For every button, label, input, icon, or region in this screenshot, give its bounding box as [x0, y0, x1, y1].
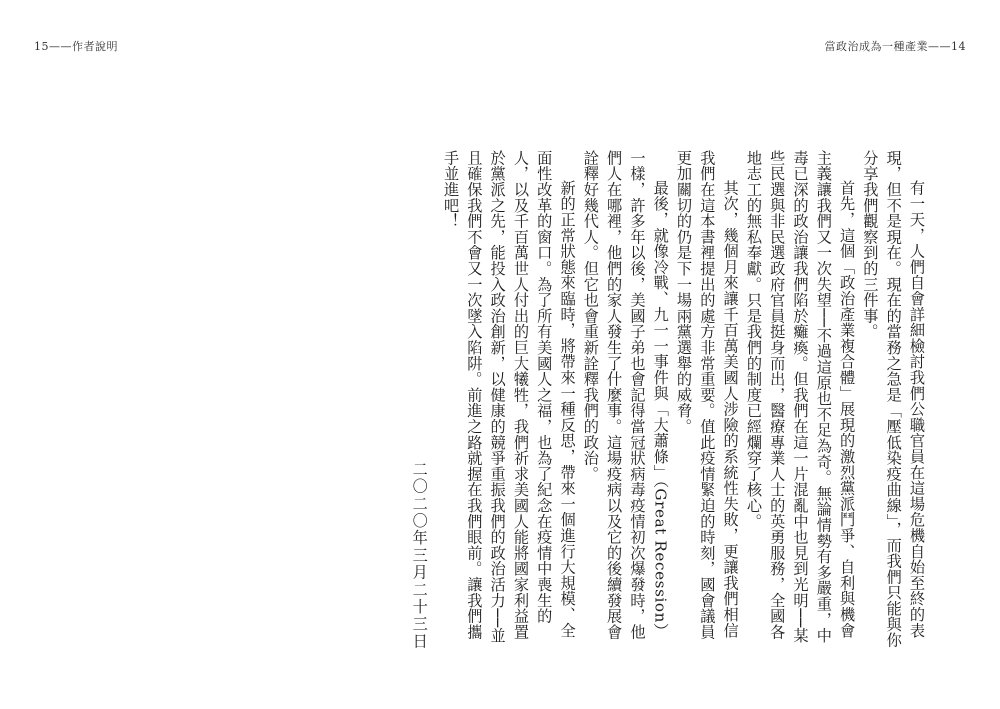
date-text: 二〇二〇年三月二十三日: [410, 460, 429, 650]
paragraph-3: 其次，幾個月來讓千百萬美國人涉險的系統性失敗，更讓我們相信我們在這本書裡提出的處方非常重要。值此疫情緊迫的時刻，國會議員更加關切的仍是下一場兩黨選舉的威脅。: [675, 150, 740, 640]
paragraph-5: 新的正常狀態來臨時，將帶來一種反思，帶來一個進行大規模、全面性改革的窗口。為了所有美國人之福，也為了紀念在疫情中喪生的人，以及千百萬世人付出的巨大犧牲，我們祈求美國人能將國家利益置於黨派之先，能投入政治創新，以健康的競爭重振我們的政治活力──並且確保我們不會又一次墜入陷阱。前進之路就握在我們眼前。讓我們攜手並進吧！: [442, 150, 577, 644]
running-header-left: 15——作者說明: [34, 40, 118, 53]
paragraph-4: 最後，就像冷戰、九一一事件與「大蕭條」（Great Recession）一樣，許多年以後，美國子弟也會記得當冠狀病毒疫情初次爆發時，他們人在哪裡，他們的家人發生了什麼事。這場疫病以及它的後續發展會詮釋好幾代人。但它也會重新詮釋我們的政治。: [581, 150, 670, 640]
paragraph-1: 有一天，人們自會詳細檢討我們公職官員在這場危機自始至終的表現，但不是現在。現在的當務之急是「壓低染疫曲線」，而我們只能與你分享我們觀察到的三件事。: [861, 150, 926, 648]
date-line: [407, 150, 430, 650]
paragraph-2: 首先，這個「政治產業複合體」展現的激烈黨派鬥爭、自利與機會主義讓我們又一次失望──不過這原也不足為奇。無論情勢有多嚴重，中毒已深的政治讓我們陷於癱瘓。但我們在這一片混亂中也見到光明──某些民選與非民選政府官員挺身而出，醫療專業人士的英勇服務，全國各地志工的無私奉獻。只是我們的制度已經爛穿了核心。: [744, 150, 857, 644]
running-header-right: 當政治成為一種產業——14: [824, 40, 966, 53]
vertical-text-body: [407, 150, 928, 650]
